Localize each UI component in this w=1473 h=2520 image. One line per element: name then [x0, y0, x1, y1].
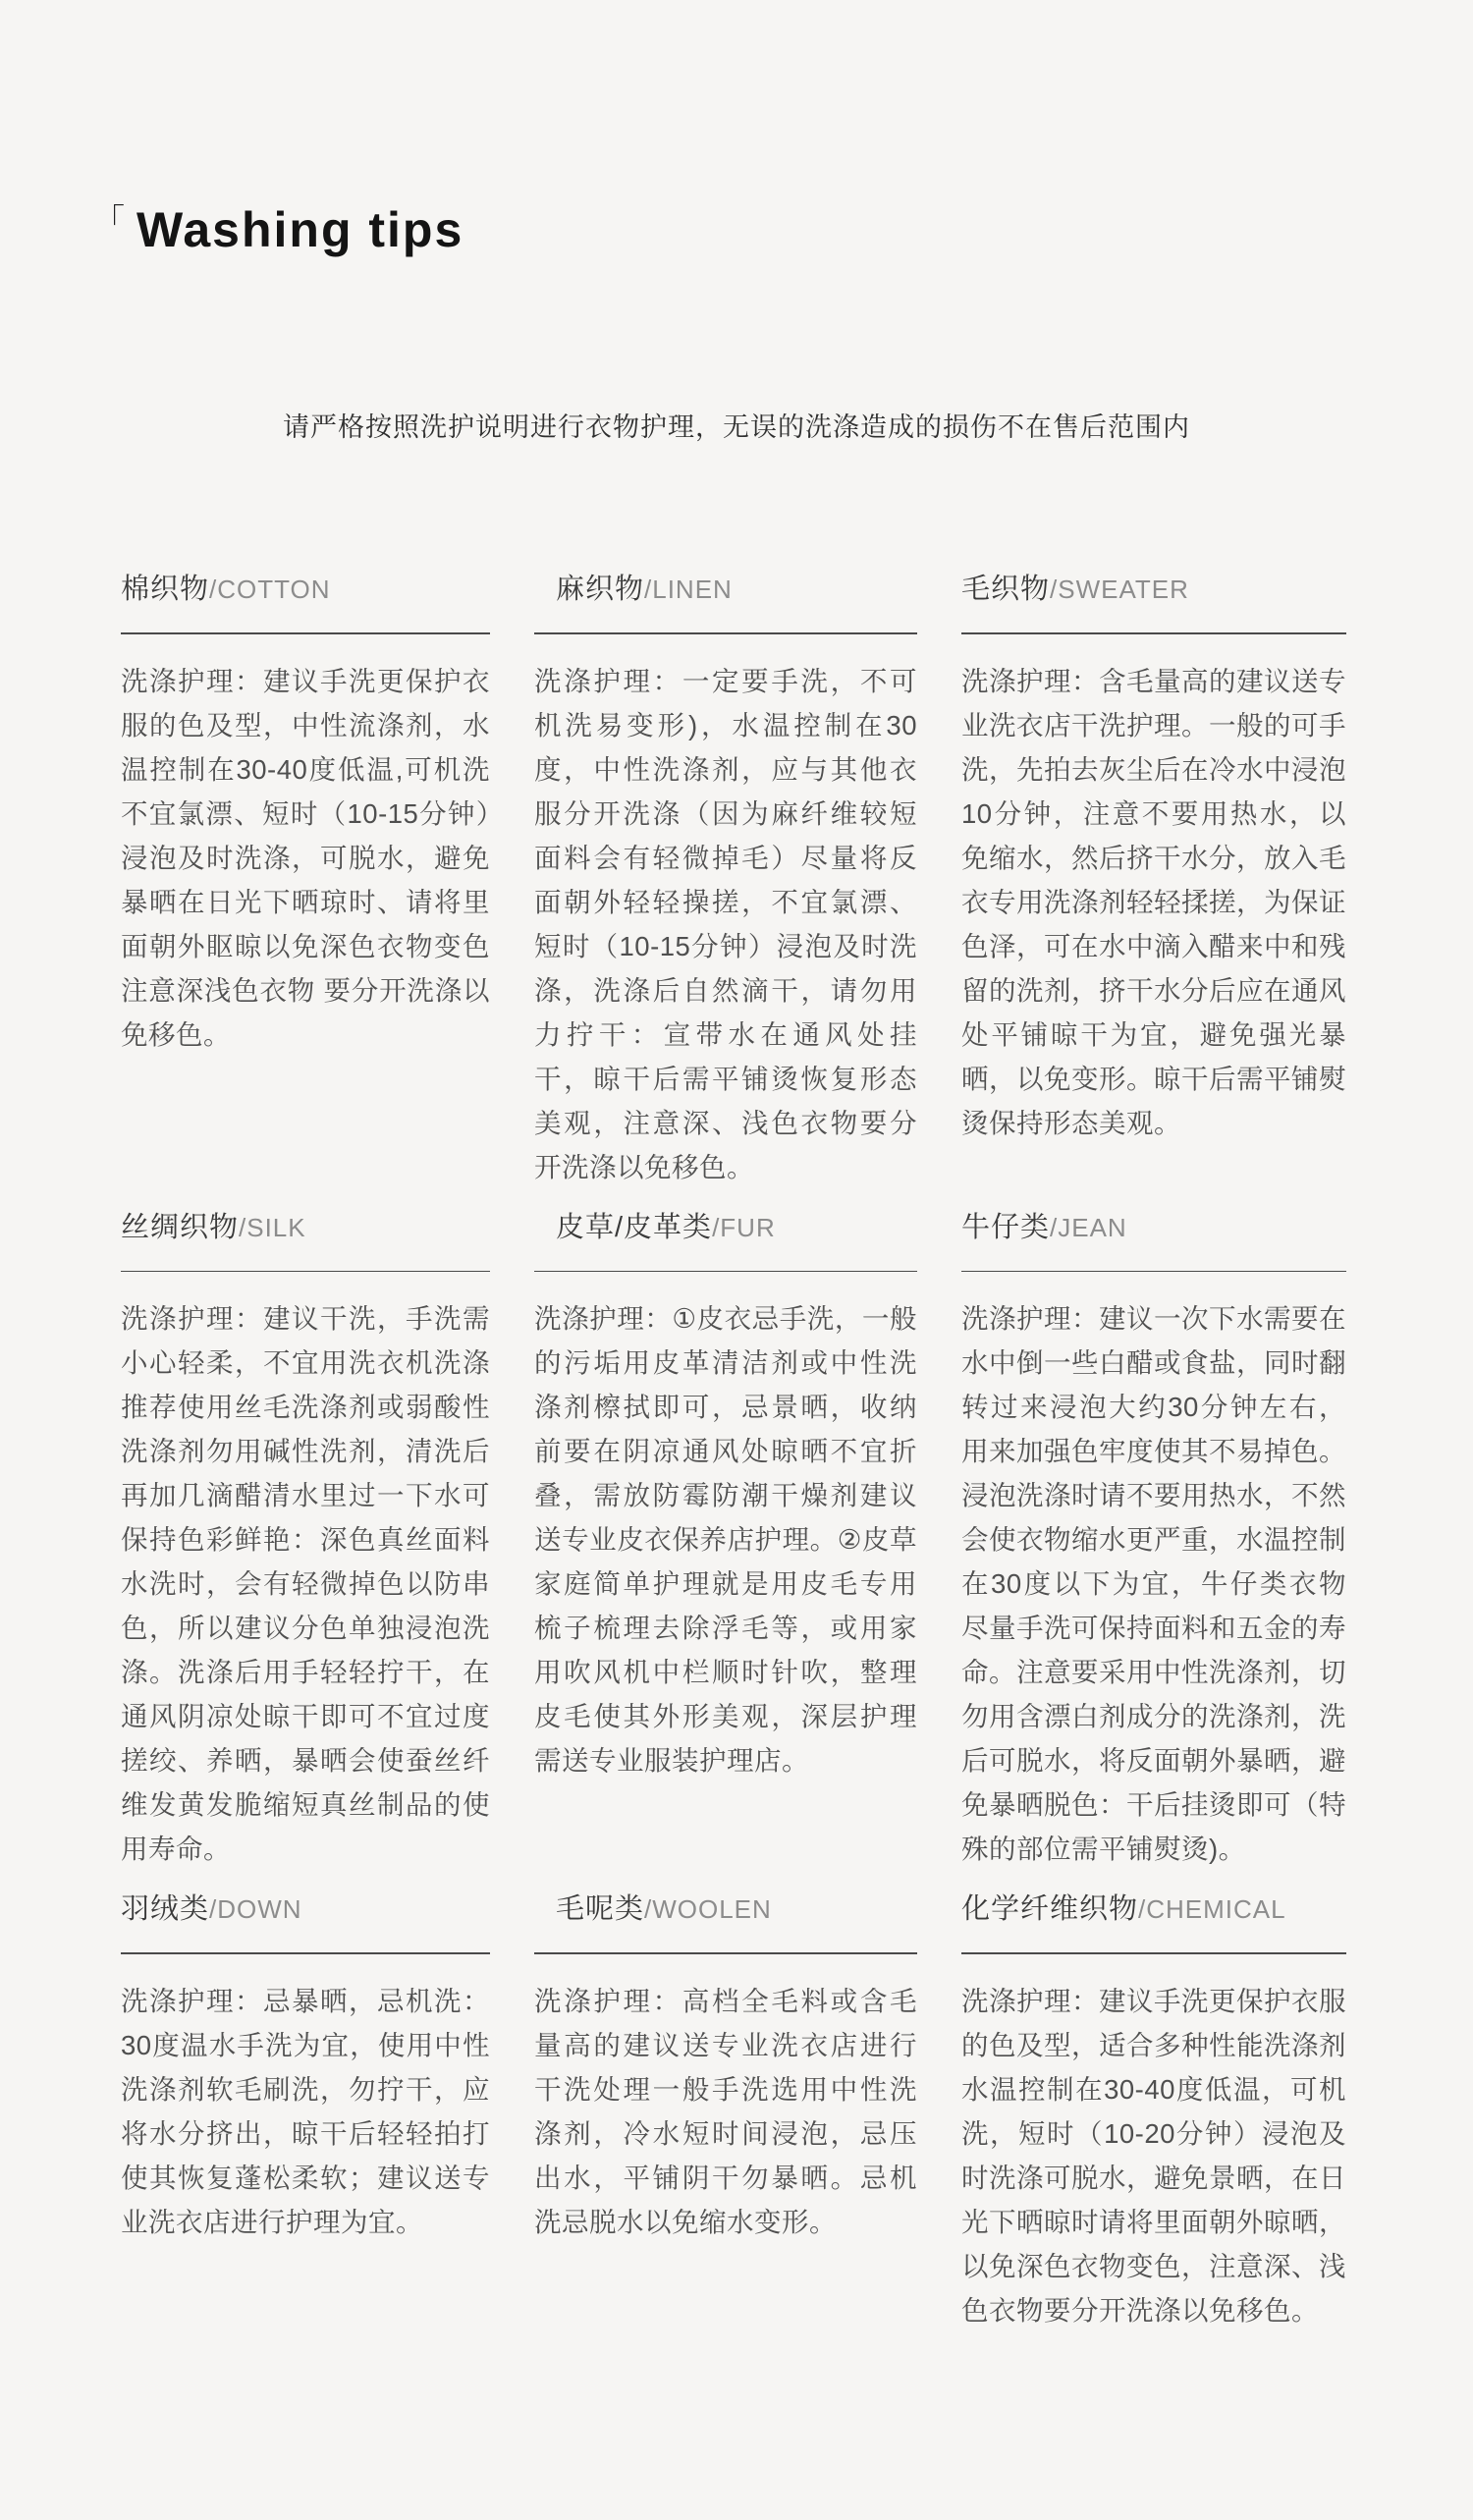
section-title-en: /FUR	[712, 1212, 776, 1242]
section-body: 洗涤护理：建议一次下水需要在水中倒一些白醋或食盐，同时翻转过来浸泡大约30分钟左右，用来加强色牢度使其不易掉色。浸泡洗涤时请不要用热水，不然会使衣物缩水更严重，水温控制在30度以下为宜，牛仔类衣物尽量手洗可保持面料和五金的寿命。注意要采用中性洗涤剂，切勿用含漂白剂成分的洗涤剂，洗后可脱水，将反面朝外暴晒，避免暴晒脱色：干后挂烫即可（特殊的部位需平铺熨烫)。	[961, 1303, 1346, 1864]
section-body: 洗涤护理：建议干洗，手洗需小心轻柔，不宜用洗衣机洗涤推荐使用丝毛洗涤剂或弱酸性洗涤剂勿用碱性洗剂，清洗后再加几滴醋清水里过一下水可保持色彩鲜艳：深色真丝面料水洗时，会有轻微掉色以防串色，所以建议分色单独浸泡洗涤。洗涤后用手轻轻拧干，在通风阴凉处晾干即可不宜过度搓绞、养晒，暴晒会使蚕丝纤维发黄发脆缩短真丝制品的使用寿命。	[121, 1303, 490, 1864]
fabric-section-cotton	[121, 567, 490, 1057]
section-title-en: /WOOLEN	[644, 1894, 772, 1924]
section-divider	[961, 1271, 1346, 1273]
section-title-en: /JEAN	[1050, 1212, 1127, 1242]
fabric-section-fur	[534, 1205, 917, 1783]
washing-tips-page	[0, 201, 1473, 2520]
section-title-cn: 牛仔类	[961, 1211, 1051, 1243]
section-title-en: /DOWN	[209, 1894, 302, 1924]
fabric-section-down	[121, 1887, 490, 2244]
section-body: 洗涤护理：含毛量高的建议送专业洗衣店干洗护理。一般的可手洗，先拍去灰尘后在冷水中浸泡10分钟，注意不要用热水，以免缩水，然后挤干水分，放入毛衣专用洗涤剂轻轻揉搓，为保证色泽，可在水中滴入醋来中和残留的洗剂，挤干水分后应在通风处平铺晾干为宜，避免强光暴晒，以免变形。晾干后需平铺熨烫保持形态美观。	[961, 665, 1346, 1138]
fabric-section-linen	[534, 567, 917, 1189]
section-body: 洗涤护理：建议手洗更保护衣服的色及型，适合多种性能洗涤剂水温控制在30-40度低温，可机洗，短时（10-20分钟）浸泡及时洗涤可脱水，避免景晒，在日光下晒晾时请将里面朝外晾晒，以免深色衣物变色，注意深、浅色衣物要分开洗涤以免移色。	[961, 1985, 1346, 2326]
section-title	[534, 1205, 917, 1245]
section-divider	[534, 632, 917, 634]
section-title	[961, 1205, 1346, 1245]
section-title	[121, 1205, 490, 1245]
care-disclaimer: 请严格按照洗护说明进行衣物护理，无误的洗涤造成的损伤不在售后范围内	[283, 412, 1190, 442]
section-divider	[121, 1271, 490, 1273]
section-divider	[961, 632, 1346, 634]
page-title-text: Washing tips	[136, 202, 464, 257]
section-divider	[121, 1952, 490, 1954]
section-title	[961, 567, 1346, 607]
section-body: 洗涤护理：建议手洗更保护衣服的色及型，中性流涤剂，水温控制在30-40度低温,可机洗不宜氯漂、短时（10-15分钟）浸泡及时洗涤，可脱水，避免暴晒在日光下晒琼时、请将里面朝外眍晾以免深色衣物变色注意深浅色衣物 要分开洗涤以免移色。	[121, 665, 490, 1050]
section-title-cn: 棉织物	[121, 574, 210, 605]
section-title-en: /SILK	[239, 1212, 306, 1242]
section-divider	[121, 632, 490, 634]
section-title-cn: 毛织物	[961, 574, 1051, 605]
section-title-cn: 丝绸织物	[121, 1211, 240, 1243]
section-title	[121, 1887, 490, 1927]
fabric-care-grid	[121, 567, 1346, 2332]
fabric-section-jean	[961, 1205, 1346, 1872]
section-body: 洗涤护理：①皮衣忌手洗，一般的污垢用皮革清洁剂或中性洗涤剂檫拭即可，忌景晒，收纳前要在阴凉通风处晾晒不宜折叠，需放防霉防潮干燥剂建议送专业皮衣保养店护理。②皮草家庭简单护理就是用皮毛专用梳子梳理去除浮毛等，或用家用吹风机中栏顺时针吹，整理皮毛使其外形美观，深层护理需送专业服装护理店。	[534, 1303, 917, 1776]
section-title	[121, 567, 490, 607]
fabric-section-woolen	[534, 1887, 917, 2244]
section-title-en: /SWEATER	[1050, 575, 1189, 604]
section-body: 洗涤护理：高档全毛料或含毛量高的建议送专业洗衣店进行干洗处理一般手洗选用中性洗涤剂，冷水短时间浸泡，忌压出水，平铺阴干勿暴晒。忌机洗忌脱水以免缩水变形。	[534, 1985, 917, 2237]
section-body: 洗涤护理：一定要手洗，不可机洗易变形)，水温控制在30度，中性洗涤剂，应与其他衣服分开洗涤（因为麻纤维较短面料会有轻微掉毛）尽量将反面朝外轻轻操搓，不宜氯漂、短时（10-15分钟）浸泡及时洗涤，洗涤后自然滴干，请勿用力拧干：宣带水在通风处挂干，晾干后需平铺烫恢复形态美观，注意深、浅色衣物要分开洗涤以免移色。	[534, 665, 917, 1182]
section-title-en: /LINEN	[644, 575, 733, 604]
section-divider	[534, 1952, 917, 1954]
fabric-section-silk	[121, 1205, 490, 1872]
section-title-cn: 麻织物	[556, 574, 645, 605]
section-title	[534, 567, 917, 607]
section-title-en: /COTTON	[209, 575, 331, 604]
fabric-section-chemical	[961, 1887, 1346, 2332]
section-title-en: /CHEMICAL	[1138, 1894, 1286, 1924]
corner-bracket: 「	[93, 202, 126, 238]
section-title	[534, 1887, 917, 1927]
section-body: 洗涤护理：忌暴晒，忌机洗：30度温水手洗为宜，使用中性洗涤剂软毛刷洗，勿拧干，应将水分挤出，晾干后轻轻拍打使其恢复蓬松柔软；建议送专业洗衣店进行护理为宜。	[121, 1985, 490, 2237]
section-title-cn: 皮草/皮革类	[556, 1211, 713, 1243]
section-title-cn: 羽绒类	[121, 1893, 210, 1925]
section-title-cn: 化学纤维织物	[961, 1893, 1139, 1925]
section-divider	[534, 1271, 917, 1273]
section-title-cn: 毛呢类	[556, 1893, 645, 1925]
fabric-section-sweater	[961, 567, 1346, 1145]
page-title	[93, 201, 1473, 258]
section-title	[961, 1887, 1346, 1927]
section-divider	[961, 1952, 1346, 1954]
